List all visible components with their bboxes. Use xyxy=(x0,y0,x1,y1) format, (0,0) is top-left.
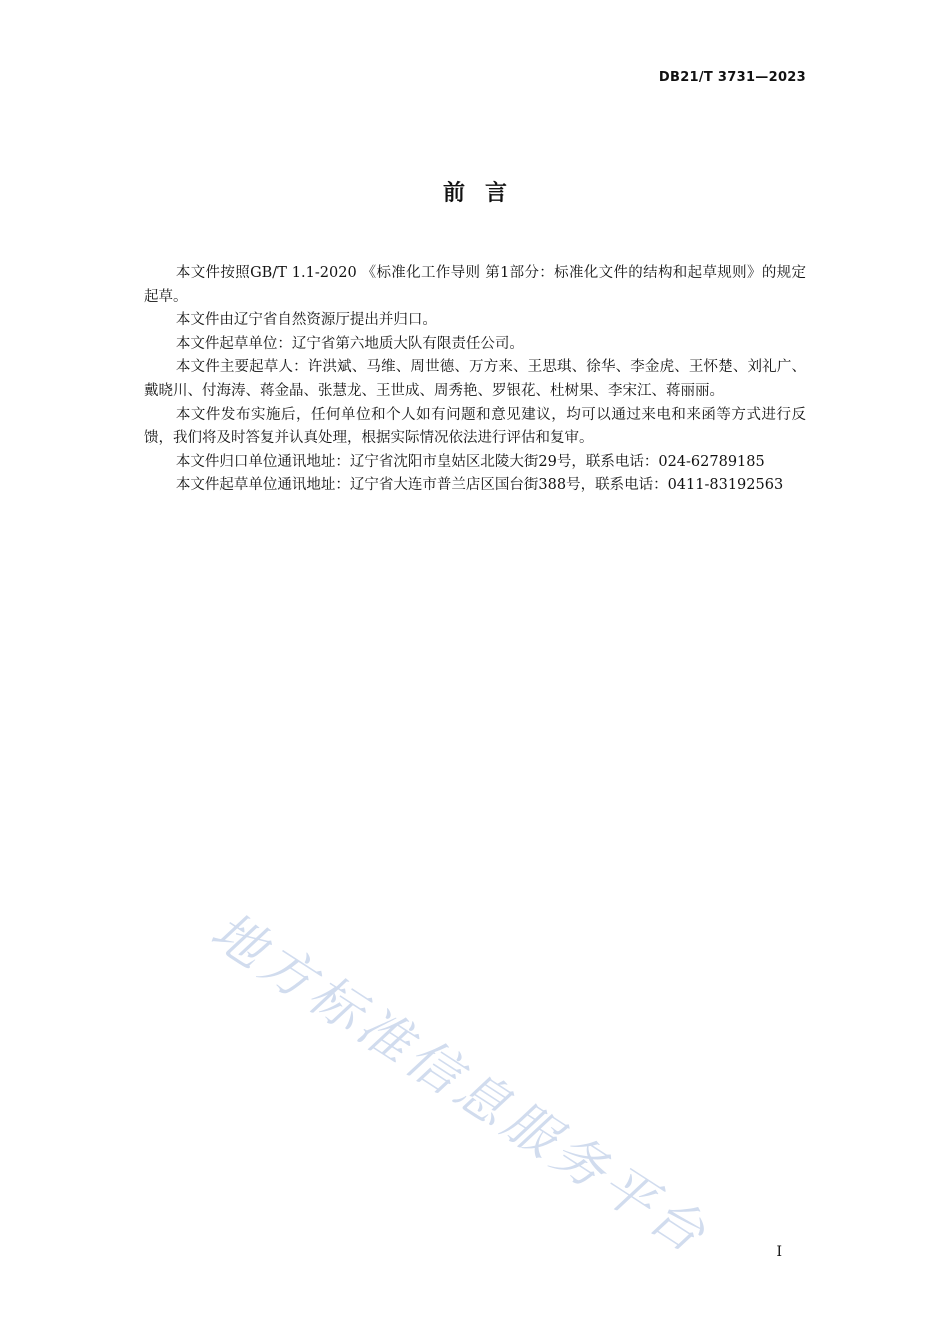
paragraph-drafting-rules: 本文件按照GB/T 1.1-2020 《标准化工作导则 第1部分：标准化文件的结构和起草规则》的规定起草。 xyxy=(144,265,806,305)
foreword-body xyxy=(144,262,806,498)
paragraph-drafting-unit: 本文件起草单位：辽宁省第六地质大队有限责任公司。 xyxy=(175,335,524,352)
standard-code: DB21/T 3731—2023 xyxy=(658,70,806,85)
paragraph-proposer: 本文件由辽宁省自然资源厅提出并归口。 xyxy=(175,312,437,329)
paragraph-admin-address: 本文件归口单位通讯地址：辽宁省沈阳市皇姑区北陵大街29号，联系电话：024-62789185 xyxy=(175,453,765,470)
paragraph-feedback: 本文件发布实施后，任何单位和个人如有问题和意见建议，均可以通过来电和来函等方式进行反馈，我们将及时答复并认真处理，根据实际情况依法进行评估和复审。 xyxy=(144,406,806,447)
paragraph-drafters: 本文件主要起草人：许洪斌、马维、周世德、万方来、王思琪、徐华、李金虎、王怀楚、刘礼广、戴晓川、付海涛、蒋金晶、张慧龙、王世成、周秀艳、罗银花、杜树果、李宋江、蒋丽丽。 xyxy=(144,359,806,399)
page-title: 前言 xyxy=(442,181,527,206)
page-number: I xyxy=(776,1244,782,1260)
watermark: 地方标准信息服务平台 xyxy=(200,900,720,1268)
paragraph-drafter-address: 本文件起草单位通讯地址：辽宁省大连市普兰店区国台街388号，联系电话：0411-83192563 xyxy=(175,477,784,494)
